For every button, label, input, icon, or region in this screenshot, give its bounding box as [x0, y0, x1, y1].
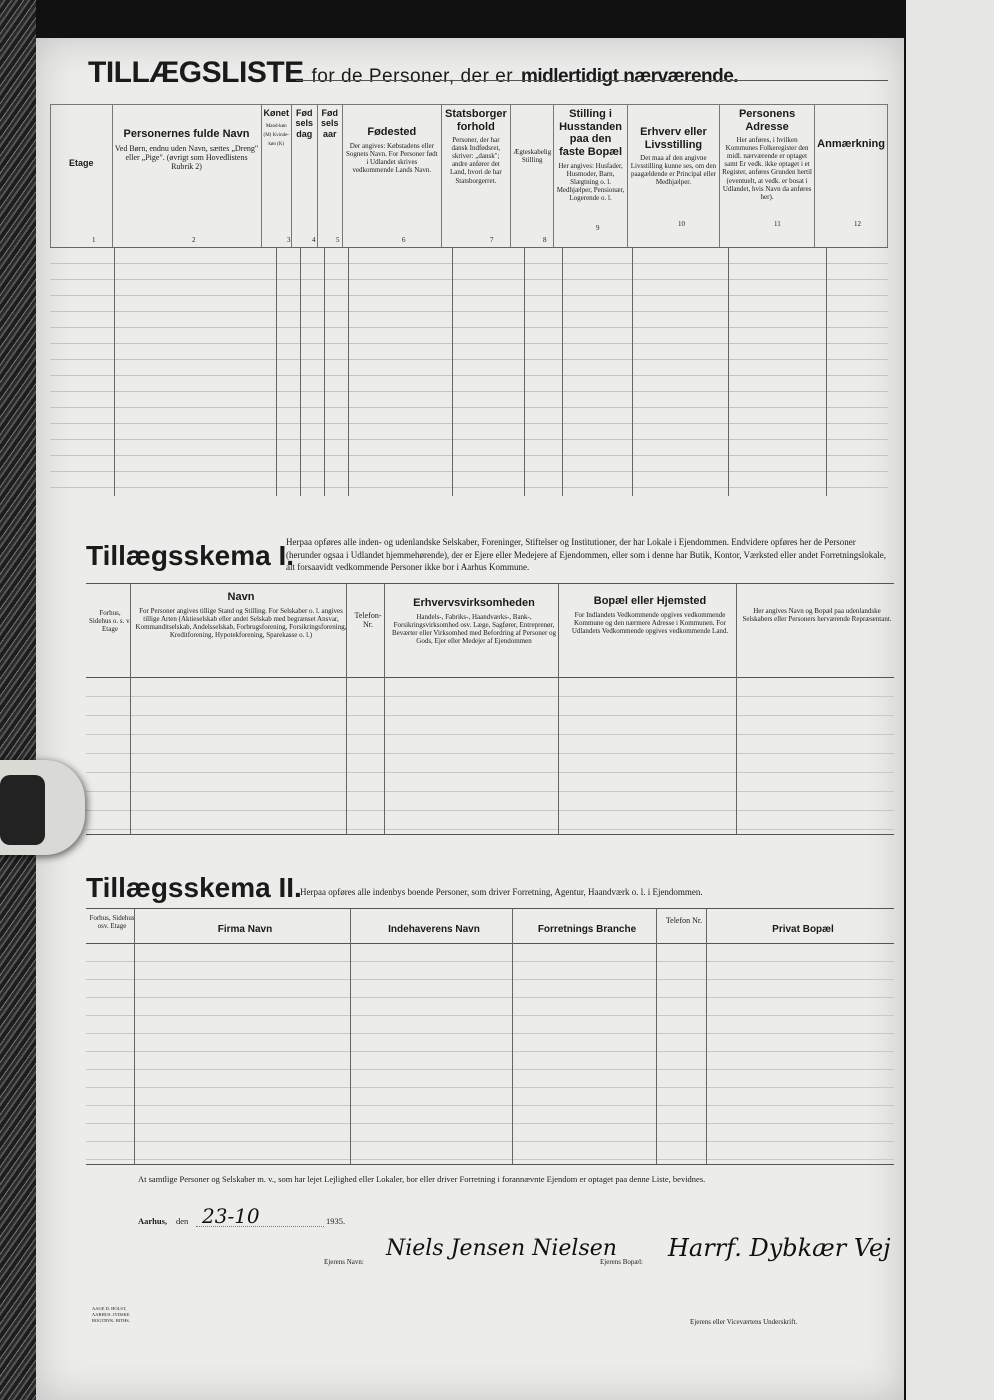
hdr-address-sub: Her anføres, i hvilken Kommunes Folkeregister den midl. nærværende er optaget samt Er vedk. ikke optaget i et Register, anføres Grunden hertil (eventuelt, at vedk. er bosat i Udlandet, hvis Navn da anføres her). — [722, 136, 813, 201]
title-emph: midlertidigt nærværende. — [520, 66, 739, 87]
s1-hdr-residence — [560, 592, 740, 638]
colnum-5: 5 — [336, 236, 340, 244]
s1-hdr-business-title: Erhvervsvirksomheden — [413, 597, 535, 609]
colnum-12: 12 — [854, 220, 861, 228]
skema1-title: Tillægsskema I. — [86, 540, 295, 571]
s1-hdr-business-sub: Handels-, Fabriks-, Haandværks-, Bank-, Forsikringsvirksomhed osv. Læge, Sagfører, Entreprenør, Beværter eller Virksomhed med Befordring af Personer og Gods, Ejer eller Medejer af Ejendommen — [391, 612, 557, 645]
hdr-citizenship-sub: Personer, der har dansk Indfødsret, skriver: „dansk"; andre anfører det Land, hvori de har Statsborgerret. — [450, 136, 502, 185]
footer-den: den — [176, 1216, 189, 1226]
hdr-name: Personernes fulde Navn — [123, 128, 250, 140]
title-bold: TILLÆGSLISTE — [88, 56, 304, 89]
s1-hdr-phone: Telefon-Nr. — [354, 611, 382, 630]
s2-hdr-firm: Firma Navn — [217, 924, 273, 935]
hdr-citizenship: Statsborgerforhold — [444, 108, 507, 133]
hdr-household: Stilling i Husstanden paa den faste Bopæl — [559, 108, 623, 158]
footer-date: 23-10 — [202, 1204, 260, 1228]
title-rule — [296, 80, 888, 81]
s2-hdr-branch: Forretnings Branche — [537, 924, 637, 935]
hdr-occupation: Erhverv eller Livsstilling — [640, 126, 707, 151]
printer-mark: AAGE D. HOLST, AARHUS. JYDSKE BOGTRYK. BITHS. — [92, 1306, 130, 1323]
owner-label: Ejerens Navn: — [324, 1258, 364, 1266]
skema1-desc: Herpaa opføres alle inden- og udenlandske Selskaber, Foreninger, Stiftelser og Institutioner, der har Lokale i Ejendommen. Endvidere opføres her de Personer (herunder ogsaa i Udlandet hjemmehørende), der er Ejere eller Medejere af Ejendommen, eller som i denne har Butik, Kontor, Værksted eller andet Forretningslokale, alt forsaavidt vedkommende Personer ikke bor i Aarhus Kommune. — [286, 537, 887, 573]
colnum-2: 2 — [192, 236, 196, 244]
colnum-8: 8 — [543, 236, 547, 244]
hdr-remark: Anmærkning — [817, 138, 885, 150]
hdr-birthday: Fødselsdag — [295, 108, 314, 139]
s2-hdr-phone: Telefon Nr. — [665, 916, 703, 925]
skema1-table — [86, 583, 894, 835]
colnum-1: 1 — [92, 236, 96, 244]
s1-hdr-name — [132, 588, 350, 642]
skema2-table — [86, 908, 894, 1165]
form-page — [36, 38, 904, 1400]
footer-place: Aarhus, — [138, 1216, 168, 1226]
hdr-sex-sub: Mand-køn (M) Kvinde-køn (K) — [263, 124, 289, 147]
s1-hdr-name-title: Navn — [227, 591, 255, 603]
colnum-4: 4 — [312, 236, 316, 244]
main-list-table — [50, 104, 888, 248]
hdr-birthplace-sub: Der angives: Købstadens eller Sognets Navn. For Personer født i Udlandet skrives vedkommende Lands Navn. — [346, 141, 438, 174]
book-binding — [0, 0, 36, 1400]
colnum-11: 11 — [774, 220, 781, 228]
s1-hdr-name-sub: For Personer angives tillige Stand og Stilling. For Selskaber o. l. angives tillige Arten (Aktieselskab eller andet Selskab med begrænset Ansvar, Kommanditselskab, Andelsselskab, Forbrugsforening, Forsikringsforening, Kreditforening, Hypotekforening, Sparekasse o. l.) — [135, 606, 347, 639]
footer-statement: At samtlige Personer og Selskaber m. v., som har lejet Lejlighed eller Lokaler, bor eller driver Forretning i forannævnte Ejendom er optaget paa denne Liste, bevidnes. — [138, 1174, 706, 1184]
owner-address: Harrf. Dybkær Vej — [668, 1234, 891, 1262]
main-title — [88, 56, 738, 90]
colnum-3: 3 — [287, 236, 291, 244]
skema2-desc: Herpaa opføres alle indenbys boende Personer, som driver Forretning, Agentur, Haandværk o. l. i Ejendommen. — [300, 887, 703, 897]
colnum-7: 7 — [490, 236, 494, 244]
s1-hdr-floor: Forhus, Sidehus o. s. v. Etage — [89, 609, 131, 634]
skema2-title: Tillægsskema II. — [86, 872, 302, 903]
colnum-9: 9 — [596, 224, 600, 232]
next-page-edge — [906, 0, 994, 1400]
address-label: Ejerens Bopæl: — [600, 1258, 643, 1266]
hdr-etage: Etage — [69, 158, 94, 168]
s1-hdr-residence-sub: For Indlandets Vedkommende opgives vedkommende Kommune og den nærmere Adresse i Kommunen. For Udlandets Vedkommende opgives vedkommende Land. — [571, 610, 729, 635]
hdr-name-sub: Ved Børn, endnu uden Navn, sættes „Dreng" eller „Pige". (øvrigt som Hovedlistens Rubrik 2) — [114, 143, 259, 172]
s2-hdr-address: Privat Bopæl — [772, 924, 834, 935]
hdr-address: Personens Adresse — [738, 108, 796, 133]
hdr-household-sub: Her angives: Husfader, Husmoder, Barn, Slægtning o. l. Medhjælper, Pensionær, Logerende o. l. — [556, 161, 625, 202]
s1-hdr-business — [386, 594, 562, 648]
colnum-10: 10 — [678, 220, 685, 228]
hdr-sex: Kønet — [263, 108, 290, 118]
hdr-birthplace: Fødested — [367, 126, 417, 138]
signature-label: Ejerens eller Viceværtens Underskrift. — [690, 1318, 798, 1326]
hdr-occupation-sub: Det maa af den angivne Livsstilling kunne ses, om den paagældende er Principal eller Medhjælper. — [630, 154, 717, 187]
s1-hdr-residence-title: Bopæl eller Hjemsted — [593, 595, 707, 607]
hdr-birthyear: Fødselsaar — [321, 108, 339, 139]
clip-shadow — [0, 775, 45, 845]
owner-name: Niels Jensen Nielsen — [386, 1236, 617, 1261]
s1-hdr-rep: Her angives Navn og Bopæl paa udenlandske Selskabers eller Personers herværende Repræsentant. — [742, 607, 892, 624]
title-rest: for de Personer, der er — [311, 66, 514, 87]
hdr-marital: Ægteskabelig Stilling — [513, 148, 552, 165]
s2-hdr-floor: Forhus, Sidehus osv. Etage — [89, 914, 135, 931]
footer-year: 1935. — [326, 1216, 346, 1226]
colnum-6: 6 — [402, 236, 406, 244]
main-list-body — [50, 247, 888, 496]
s2-hdr-owner: Indehaverens Navn — [388, 924, 480, 935]
